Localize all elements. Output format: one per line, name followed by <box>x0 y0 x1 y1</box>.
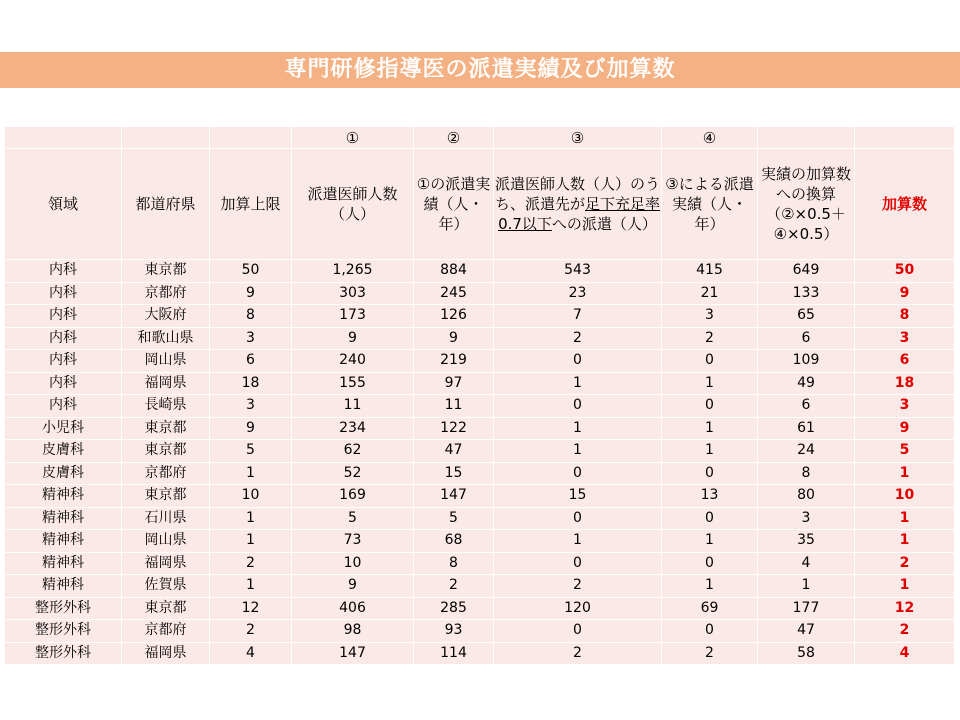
cell-additions: 12 <box>855 597 955 620</box>
header-conversion: 実績の加算数への換算（②×0.5＋④×0.5） <box>758 149 855 260</box>
cell-field: 皮膚科 <box>5 462 122 485</box>
cell-doctors: 173 <box>292 305 414 328</box>
column-number <box>210 127 292 149</box>
table-row <box>5 507 955 530</box>
cell-dispatch-results: 9 <box>414 327 494 350</box>
cell-conversion: 6 <box>758 395 855 418</box>
cell-conversion: 8 <box>758 462 855 485</box>
cell-shortage-results: 0 <box>662 620 758 643</box>
cell-doctors: 234 <box>292 417 414 440</box>
cell-additions: 3 <box>855 327 955 350</box>
cell-additions: 1 <box>855 507 955 530</box>
cell-shortage-dispatch: 2 <box>494 642 662 665</box>
table-row <box>5 395 955 418</box>
cell-shortage-results: 0 <box>662 462 758 485</box>
cell-prefecture: 京都府 <box>122 620 210 643</box>
cell-shortage-dispatch: 23 <box>494 282 662 305</box>
table-row <box>5 485 955 508</box>
cell-shortage-dispatch: 2 <box>494 575 662 598</box>
cell-field: 内科 <box>5 350 122 373</box>
header-additions: 加算数 <box>855 149 955 260</box>
cell-prefecture: 東京都 <box>122 440 210 463</box>
cell-additions: 6 <box>855 350 955 373</box>
cell-cap: 50 <box>210 260 292 283</box>
cell-dispatch-results: 2 <box>414 575 494 598</box>
cell-shortage-dispatch: 543 <box>494 260 662 283</box>
cell-doctors: 9 <box>292 575 414 598</box>
cell-shortage-results: 0 <box>662 395 758 418</box>
cell-doctors: 1,265 <box>292 260 414 283</box>
table-row <box>5 282 955 305</box>
cell-dispatch-results: 147 <box>414 485 494 508</box>
column-number: ④ <box>662 127 758 149</box>
cell-prefecture: 東京都 <box>122 417 210 440</box>
cell-field: 精神科 <box>5 530 122 553</box>
cell-additions: 8 <box>855 305 955 328</box>
cell-prefecture: 佐賀県 <box>122 575 210 598</box>
column-number <box>855 127 955 149</box>
cell-shortage-results: 0 <box>662 552 758 575</box>
cell-cap: 5 <box>210 440 292 463</box>
cell-prefecture: 石川県 <box>122 507 210 530</box>
table-row <box>5 440 955 463</box>
header-shortage-text-pre: 派遣医師人数（人）のうち、派遣先が <box>494 175 660 213</box>
cell-additions: 9 <box>855 282 955 305</box>
cell-shortage-dispatch: 0 <box>494 462 662 485</box>
cell-doctors: 11 <box>292 395 414 418</box>
cell-shortage-dispatch: 15 <box>494 485 662 508</box>
cell-cap: 6 <box>210 350 292 373</box>
cell-shortage-dispatch: 0 <box>494 620 662 643</box>
cell-conversion: 6 <box>758 327 855 350</box>
cell-shortage-results: 21 <box>662 282 758 305</box>
cell-conversion: 133 <box>758 282 855 305</box>
cell-shortage-results: 0 <box>662 507 758 530</box>
cell-conversion: 61 <box>758 417 855 440</box>
cell-doctors: 98 <box>292 620 414 643</box>
cell-dispatch-results: 47 <box>414 440 494 463</box>
cell-doctors: 62 <box>292 440 414 463</box>
cell-prefecture: 福岡県 <box>122 372 210 395</box>
cell-prefecture: 和歌山県 <box>122 327 210 350</box>
cell-cap: 1 <box>210 530 292 553</box>
cell-dispatch-results: 15 <box>414 462 494 485</box>
cell-doctors: 169 <box>292 485 414 508</box>
cell-dispatch-results: 68 <box>414 530 494 553</box>
cell-field: 整形外科 <box>5 597 122 620</box>
cell-prefecture: 大阪府 <box>122 305 210 328</box>
cell-doctors: 147 <box>292 642 414 665</box>
cell-additions: 3 <box>855 395 955 418</box>
cell-shortage-dispatch: 0 <box>494 507 662 530</box>
cell-dispatch-results: 884 <box>414 260 494 283</box>
cell-field: 精神科 <box>5 552 122 575</box>
cell-prefecture: 東京都 <box>122 485 210 508</box>
cell-additions: 18 <box>855 372 955 395</box>
cell-field: 内科 <box>5 372 122 395</box>
cell-doctors: 52 <box>292 462 414 485</box>
table-row <box>5 305 955 328</box>
cell-shortage-dispatch: 2 <box>494 327 662 350</box>
column-number: ① <box>292 127 414 149</box>
cell-doctors: 5 <box>292 507 414 530</box>
cell-shortage-results: 13 <box>662 485 758 508</box>
header-shortage-dispatch <box>494 149 662 260</box>
cell-cap: 1 <box>210 462 292 485</box>
cell-shortage-dispatch: 7 <box>494 305 662 328</box>
cell-dispatch-results: 122 <box>414 417 494 440</box>
cell-field: 内科 <box>5 327 122 350</box>
header-row <box>5 149 955 260</box>
cell-shortage-dispatch: 1 <box>494 530 662 553</box>
cell-shortage-results: 1 <box>662 440 758 463</box>
cell-cap: 10 <box>210 485 292 508</box>
cell-doctors: 240 <box>292 350 414 373</box>
cell-additions: 50 <box>855 260 955 283</box>
cell-field: 内科 <box>5 305 122 328</box>
cell-prefecture: 京都府 <box>122 282 210 305</box>
cell-shortage-results: 69 <box>662 597 758 620</box>
cell-conversion: 3 <box>758 507 855 530</box>
cell-shortage-results: 3 <box>662 305 758 328</box>
cell-cap: 1 <box>210 507 292 530</box>
cell-prefecture: 長崎県 <box>122 395 210 418</box>
cell-additions: 4 <box>855 642 955 665</box>
cell-dispatch-results: 11 <box>414 395 494 418</box>
cell-field: 精神科 <box>5 507 122 530</box>
cell-conversion: 35 <box>758 530 855 553</box>
cell-cap: 2 <box>210 620 292 643</box>
cell-cap: 18 <box>210 372 292 395</box>
cell-doctors: 303 <box>292 282 414 305</box>
cell-doctors: 9 <box>292 327 414 350</box>
cell-shortage-dispatch: 1 <box>494 417 662 440</box>
cell-prefecture: 東京都 <box>122 597 210 620</box>
column-number: ② <box>414 127 494 149</box>
header-shortage-results: ③による派遣実績（人・年） <box>662 149 758 260</box>
cell-conversion: 65 <box>758 305 855 328</box>
cell-shortage-dispatch: 0 <box>494 350 662 373</box>
cell-shortage-results: 1 <box>662 530 758 553</box>
cell-additions: 10 <box>855 485 955 508</box>
cell-shortage-dispatch: 1 <box>494 440 662 463</box>
table-row <box>5 620 955 643</box>
cell-shortage-results: 415 <box>662 260 758 283</box>
header-cap: 加算上限 <box>210 149 292 260</box>
cell-cap: 12 <box>210 597 292 620</box>
cell-field: 内科 <box>5 260 122 283</box>
cell-conversion: 109 <box>758 350 855 373</box>
cell-prefecture: 東京都 <box>122 260 210 283</box>
header-dispatch-results: ①の派遣実績（人・年） <box>414 149 494 260</box>
header-doctors: 派遣医師人数（人） <box>292 149 414 260</box>
cell-conversion: 80 <box>758 485 855 508</box>
cell-shortage-dispatch: 1 <box>494 372 662 395</box>
header-field: 領域 <box>5 149 122 260</box>
cell-additions: 2 <box>855 620 955 643</box>
cell-doctors: 73 <box>292 530 414 553</box>
header-shortage-text-post: への派遣（人） <box>551 215 657 233</box>
cell-dispatch-results: 219 <box>414 350 494 373</box>
cell-additions: 2 <box>855 552 955 575</box>
table-row <box>5 530 955 553</box>
cell-cap: 1 <box>210 575 292 598</box>
cell-shortage-results: 2 <box>662 327 758 350</box>
cell-prefecture: 福岡県 <box>122 552 210 575</box>
column-number <box>5 127 122 149</box>
cell-conversion: 1 <box>758 575 855 598</box>
cell-prefecture: 京都府 <box>122 462 210 485</box>
cell-cap: 3 <box>210 395 292 418</box>
cell-doctors: 406 <box>292 597 414 620</box>
cell-conversion: 177 <box>758 597 855 620</box>
cell-prefecture: 岡山県 <box>122 530 210 553</box>
cell-shortage-results: 2 <box>662 642 758 665</box>
cell-conversion: 58 <box>758 642 855 665</box>
cell-dispatch-results: 245 <box>414 282 494 305</box>
table-row <box>5 260 955 283</box>
cell-prefecture: 岡山県 <box>122 350 210 373</box>
cell-additions: 9 <box>855 417 955 440</box>
slide-title: 専門研修指導医の派遣実績及び加算数 <box>284 57 676 82</box>
cell-dispatch-results: 8 <box>414 552 494 575</box>
cell-conversion: 49 <box>758 372 855 395</box>
cell-doctors: 155 <box>292 372 414 395</box>
cell-dispatch-results: 285 <box>414 597 494 620</box>
table-row <box>5 642 955 665</box>
cell-field: 整形外科 <box>5 642 122 665</box>
cell-field: 精神科 <box>5 575 122 598</box>
cell-dispatch-results: 114 <box>414 642 494 665</box>
cell-field: 整形外科 <box>5 620 122 643</box>
header-prefecture: 都道府県 <box>122 149 210 260</box>
cell-shortage-results: 1 <box>662 417 758 440</box>
table-row <box>5 327 955 350</box>
cell-dispatch-results: 97 <box>414 372 494 395</box>
header-shortage-text-underlined: 足下充足率0.7以下 <box>498 195 661 233</box>
table-row <box>5 350 955 373</box>
cell-field: 皮膚科 <box>5 440 122 463</box>
title-bar <box>0 52 960 88</box>
cell-additions: 5 <box>855 440 955 463</box>
table-row <box>5 597 955 620</box>
column-number <box>122 127 210 149</box>
cell-dispatch-results: 126 <box>414 305 494 328</box>
column-number-row <box>5 127 955 149</box>
table-row <box>5 372 955 395</box>
cell-conversion: 24 <box>758 440 855 463</box>
cell-conversion: 47 <box>758 620 855 643</box>
cell-cap: 8 <box>210 305 292 328</box>
cell-shortage-dispatch: 120 <box>494 597 662 620</box>
table-row <box>5 417 955 440</box>
cell-field: 精神科 <box>5 485 122 508</box>
cell-shortage-dispatch: 0 <box>494 552 662 575</box>
cell-prefecture: 福岡県 <box>122 642 210 665</box>
cell-field: 内科 <box>5 282 122 305</box>
cell-shortage-dispatch: 0 <box>494 395 662 418</box>
cell-doctors: 10 <box>292 552 414 575</box>
cell-additions: 1 <box>855 530 955 553</box>
cell-cap: 9 <box>210 417 292 440</box>
cell-dispatch-results: 5 <box>414 507 494 530</box>
cell-field: 小児科 <box>5 417 122 440</box>
cell-additions: 1 <box>855 575 955 598</box>
column-number: ③ <box>494 127 662 149</box>
cell-dispatch-results: 93 <box>414 620 494 643</box>
dispatch-results-table <box>4 126 955 665</box>
table-row <box>5 575 955 598</box>
table-row <box>5 462 955 485</box>
cell-cap: 3 <box>210 327 292 350</box>
cell-conversion: 649 <box>758 260 855 283</box>
cell-cap: 9 <box>210 282 292 305</box>
cell-shortage-results: 1 <box>662 372 758 395</box>
cell-cap: 2 <box>210 552 292 575</box>
cell-cap: 4 <box>210 642 292 665</box>
cell-shortage-results: 0 <box>662 350 758 373</box>
cell-additions: 1 <box>855 462 955 485</box>
table-row <box>5 552 955 575</box>
cell-field: 内科 <box>5 395 122 418</box>
cell-conversion: 4 <box>758 552 855 575</box>
column-number <box>758 127 855 149</box>
cell-shortage-results: 1 <box>662 575 758 598</box>
